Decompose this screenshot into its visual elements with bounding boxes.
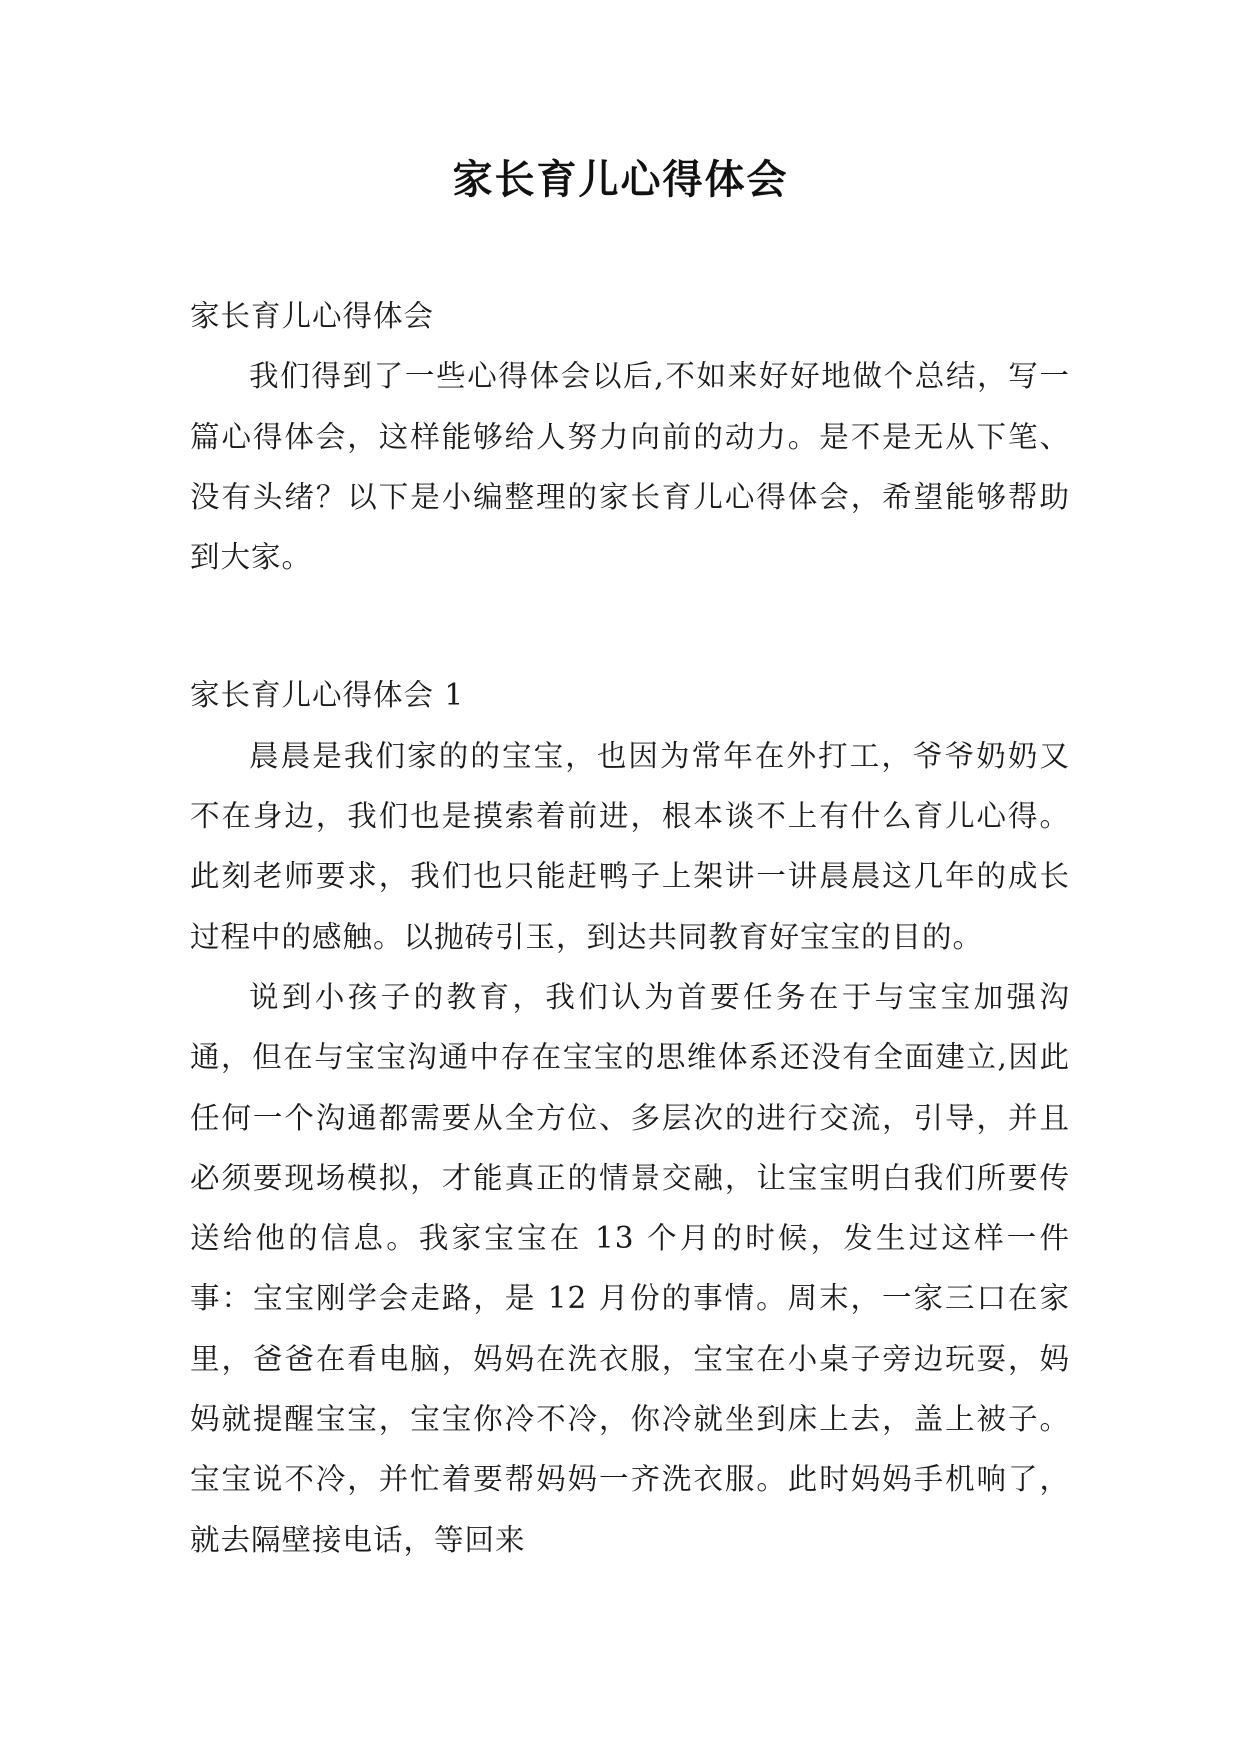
section-spacer xyxy=(190,587,1070,665)
document-title: 家长育儿心得体会 xyxy=(452,156,789,203)
document-body xyxy=(190,286,1070,1570)
section1-paragraph: 晨晨是我们家的的宝宝，也因为常年在外打工，爷爷奶奶又不在身边，我们也是摸索着前进，根本谈不上有什么育儿心得。此刻老师要求，我们也只能赶鸭子上架讲一讲晨晨这几年的成长过程中的感触。以抛砖引玉，到达共同教育好宝宝的目的。 xyxy=(190,738,1070,954)
intro-paragraph: 我们得到了一些心得体会以后,不如来好好地做个总结，写一篇心得体会，这样能够给人努力向前的动力。是不是无从下笔、没有头绪？以下是小编整理的家长育儿心得体会，希望能够帮助到大家。 xyxy=(190,359,1070,575)
section1-paragraph: 说到小孩子的教育，我们认为首要任务在于与宝宝加强沟通，但在与宝宝沟通中存在宝宝的思维体系还没有全面建立,因此任何一个沟通都需要从全方位、多层次的进行交流，引导，并且必须要现场模拟，才能真正的情景交融，让宝宝明白我们所要传送给他的信息。我家宝宝在 13 个月的时候，发生过这样一件事：宝宝刚学会走路，是 12 月份的事情。周末，一家三口在家里，爸爸在看电脑，妈妈在洗衣服，宝宝在小桌子旁边玩耍，妈妈就提醒宝宝，宝宝你冷不冷，你冷就坐到床上去，盖上被子。宝宝说不冷，并忙着要帮妈妈一齐洗衣服。此时妈妈手机响了，就去隔壁接电话，等回来 xyxy=(190,979,1070,1557)
section1-heading: 家长育儿心得体会 1 xyxy=(190,678,465,713)
intro-heading: 家长育儿心得体会 xyxy=(190,299,435,333)
